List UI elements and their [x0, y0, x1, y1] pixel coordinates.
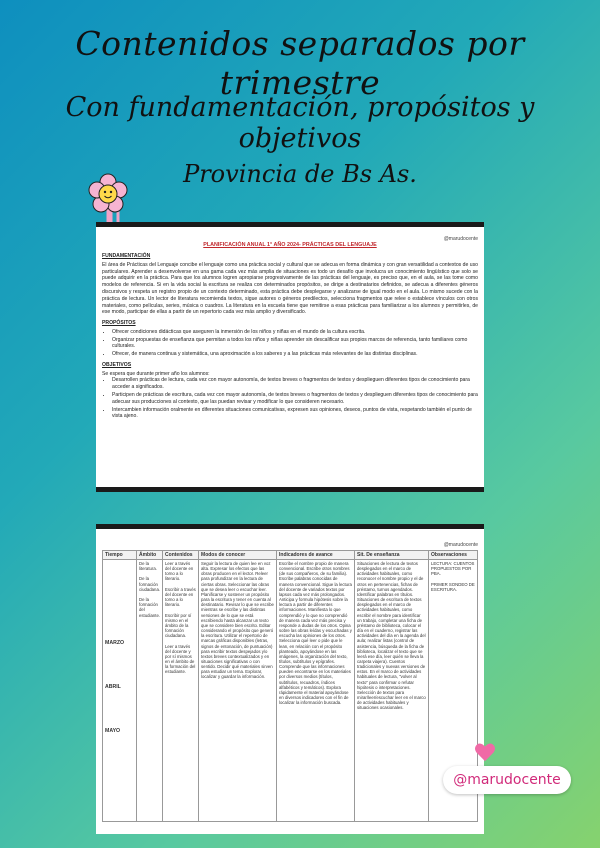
section-heading-fundamentacion: FUNDAMENTACIÓN: [102, 253, 151, 260]
tiempo-cell: [103, 560, 137, 822]
table-header-row: [103, 551, 478, 560]
modos-cell: Seguir la lectura de quien lee en voz alta. Expresar los efectos que las obras producen en el lector. Releer para profundizar en la lectura de ciertas obras. Seleccionar las obras que se desea leer o escuchar leer. Planificarse y sostener un propósito para la escritura y tener en cuenta al destinatario. Revisar lo que se escribe mientras se escribe y las distintas versiones de lo que se está escribiendo hasta alcanzar un texto que se considere bien escrito. Editar considerando el propósito que generó la escritura. Utilizar el repertorio de marcas gráficas disponibles (letras, signos de entonación, de puntuación) para escribir textos despejados y/o textos breves contextualizados y en situaciones significativas o con sentido. Decidir qué materiales sirven para estudiar un tema. Explorar, localizar y guardar la información.: [199, 560, 277, 822]
brand-watermark: @marudocente: [443, 236, 478, 242]
section-heading-objetivos: OBJETIVOS: [102, 361, 132, 368]
indicadores-cell: Escribe el nombre propio de manera convencional. Escribe otros nombres (de sus compañeros, de su familia). Escribe palabras conocidas de manera convencional. Sigue la lectura del docente de variados textos por lapsos cada vez más prolongados. Anticipa y formula hipótesis sobre la lectura a partir de diferentes informaciones. Manifiesta lo que comprendió y lo que no comprendió de manera cada vez más precisa y responde a dudas de los otros. Opina sobre las obras leídas y escuchadas y escucha las opiniones de los otros. Selecciona qué leer o pide que le lean, en relación con el propósito planteado, apoyándose en las imágenes, la organización del texto, títulos, subtítulos y epígrafes. Comprende que las informaciones pueden encontrarse en los materiales por diversos medios (títulos, subtítulos, recuadros, índices alfabéticos y temáticos). Explora rápidamente el material apoyándose en diversos indicadores con el fin de localizar la información buscada.: [277, 560, 355, 822]
page-top-bar: [96, 222, 484, 227]
document-title: PLANIFICACIÓN ANUAL 1° AÑO 2024- PRÁCTICAS DEL LENGUAJE: [203, 242, 377, 248]
situaciones-cell: Situaciones de lectura de textos desplegados en el marco de actividades habituales, como reconocer el nombre propio y el de otros en pertenencias, fichas de préstamo, turnos agendados. Identificar palabras en títulos. Situaciones de escritura de textos desplegados en el marco de actividades habituales, como escribir el nombre para identificar un trabajo, completar una ficha de préstamo de biblioteca, colocar el día en el cuaderno, registrar las actividades del día en la agenda del aula; realizar listas (control de asistencia, búsqueda de la ficha de biblioteca, localizar el texto que se leerá ese día, leer quién se lleva la carpeta viajera). Cuentos tradicionales y nuevas versiones de estos. En el marco de actividades habituales de lectura, "volver al texto" para confirmar o refutar hipótesis o interpretaciones. Selección de textos para mirar/leer/escuchar leer en el marco de actividades habituales y situaciones ocasionales.: [355, 560, 429, 822]
ambito-cell: De la literatura. De la formación ciudadana. De la formación del estudiante.: [137, 560, 163, 822]
list-item: • Ofrecer condiciones didácticas que aseguren la inmersión de los niños y niñas en el mundo de la cultura escrita.: [112, 329, 478, 336]
document-page-table: [96, 524, 484, 834]
month-label: ABRIL: [105, 684, 121, 690]
column-header: Ámbito: [137, 551, 163, 560]
objetivos-intro: Se espera que durante primer año los alumnos:: [102, 370, 210, 377]
fundamentacion-text: El área de Prácticas del Lenguaje concibe el lenguaje como una práctica social y cultural que se adecua en forma dinámica y con gran versatilidad a contextos de uso particulares. Aprender a desenvolverse en una gama cada vez más amplia de situaciones es todo un desafío que involucra un conocimiento lingüístico que solo se puede adquirir en la práctica. Para que los alumnos logren apropiarse progresivamente de las prácticas del lenguaje, es preciso que, en el aula, se las tome como modelos de referencia. Si en la vida social la escritura se realiza con determinados propósitos, se dirige a destinatarios definidos, se adecua a diferentes géneros discursivos y respeta un registro propio de un contexto determinado, esta práctica debe desplegarse y analizarse de igual modo en el aula. Lo mismo sucede con la práctica de lectura. Un lector de literatura recomienda textos, sigue autores o géneros predilectos, selecciona fragmentos que relee o establece vínculos con otros materiales, como películas, series, música o cuadros. La literatura en la escuela tiene que remitirse a esas prácticas para familiarizar a los alumnos y permitirles, de ese modo, participar de ellas a partir de un repertorio cada vez más amplio y diversificado.: [102, 261, 478, 316]
propositos-list: [112, 329, 478, 358]
list-item: • Participen de prácticas de escritura, cada vez con mayor autonomía, de textos breves o fragmentos de textos y desplieguen diferentes tipos de conocimiento para adecuar sus producciones al contexto, que las puedan revisar y modificar lo que consideren necesario.: [112, 392, 478, 406]
social-handle-tag: @marudocente: [443, 766, 571, 794]
column-header: Observaciones: [429, 551, 478, 560]
page-bottom-bar: [96, 487, 484, 492]
document-page-fundamentacion: [96, 222, 484, 492]
list-item: • Intercambien información oralmente en diferentes situaciones comunicativas, expresen sus opiniones, deseos, puntos de vista, respetando también el punto de vista ajeno.: [112, 407, 478, 421]
column-header: Modos de conocer: [199, 551, 277, 560]
page-subtitle: Con fundamentación, propósitos y objetivos: [65, 92, 535, 154]
column-header: Indicadores de avance: [277, 551, 355, 560]
list-item: • Ofrecer, de manera continua y sistemática, una aproximación a los saberes y a las prácticas más relevantes de las distintas disciplinas.: [112, 351, 478, 358]
objetivos-list: [112, 377, 478, 420]
section-heading-propositos: PROPÓSITOS: [102, 320, 136, 327]
planning-table: [102, 550, 478, 822]
column-header: Contenidos: [163, 551, 199, 560]
list-item: • Desarrollen prácticas de lectura, cada vez con mayor autonomía, de textos breves o fragmentos de textos y desplieguen diferentes tipos de conocimiento para acceder a significados.: [112, 377, 478, 391]
contenidos-cell: Leer a través del docente en torno a lo literario. Escribir a través del docente en torno a lo literario. Escribir por sí mismo en el ámbito de la formación ciudadana. Leer a través del docente y por sí mismos en el ámbito de la formación del estudiante.: [163, 560, 199, 822]
list-item: • Organizar propuestas de enseñanza que permitan a todos los niños y niñas aprender sin descalificar sus propios marcos de referencia, tanto familiares como culturales.: [112, 337, 478, 351]
document-body: [102, 242, 478, 421]
page-top-bar: [96, 524, 484, 529]
brand-watermark: @marudocente: [443, 542, 478, 548]
observaciones-cell: LECTURA: CUENTOS PROPUESTOS POR PBA. PRIMER SONDEO DE ESCRITURA.: [429, 560, 478, 822]
region-label: Provincia de Bs As.: [183, 160, 417, 188]
month-label: MARZO: [105, 640, 125, 646]
column-header: Tiempo: [103, 551, 137, 560]
heart-icon: [474, 742, 496, 762]
month-label: MAYO: [105, 728, 121, 734]
column-header: Sit. De enseñanza: [355, 551, 429, 560]
page-title: Contenidos separados por trimestre: [75, 24, 525, 102]
table-row: [103, 560, 478, 822]
